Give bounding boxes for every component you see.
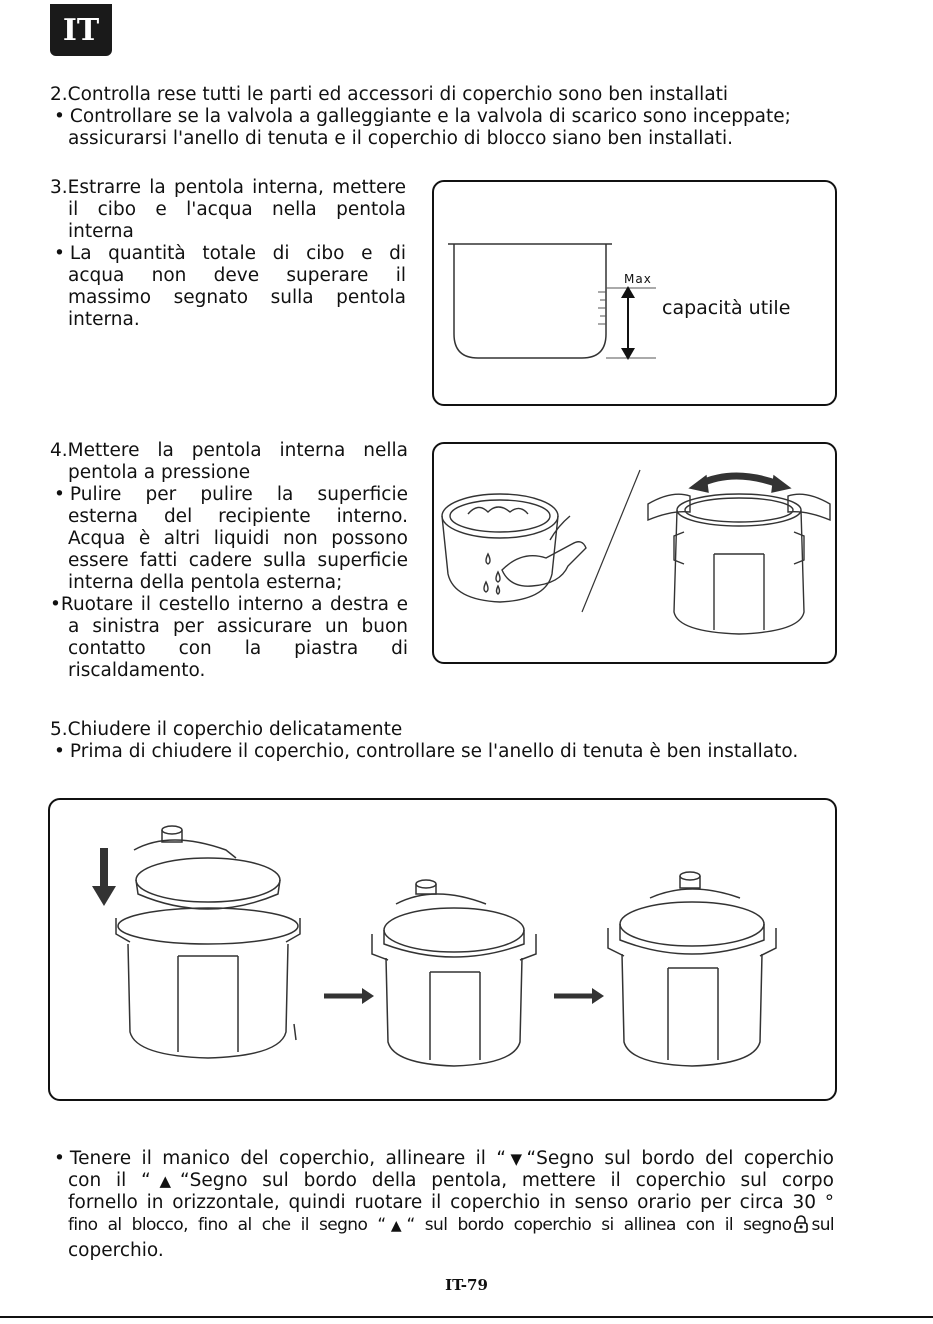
section-4-bullet-2-line: contatto con la piastra di — [68, 638, 408, 659]
inner-pot-capacity-figure — [432, 180, 837, 406]
section-4-bullet-2-line: riscaldamento. — [68, 660, 206, 681]
section-4-line: 4.Mettere la pentola interna nella — [50, 440, 408, 461]
section-5 — [50, 719, 870, 763]
section-6-line-4: fino al blocco, fino al che il segno “▲“ sul bordo coperchio si allinea con il segno sul — [50, 1214, 834, 1240]
cooker-lid-placed — [372, 880, 536, 1066]
section-3-bullet-line: • La quantità totale di cibo e di — [50, 243, 406, 265]
section-6-line-3: fornello in orizzontale, quindi ruotare il coperchio in senso orario per circa 30 ° — [68, 1192, 834, 1213]
section-4 — [50, 440, 408, 682]
lock-icon — [791, 1214, 811, 1240]
wiping-pot-drawing — [442, 494, 586, 602]
section-4-bullet-1-line: esterna del recipiente interno. — [68, 506, 408, 527]
section-4-bullet-1-line: interna della pentola esterna; — [68, 572, 343, 593]
section-4-bullet-2-line: a sinistra per assicurare un buon — [68, 616, 408, 637]
section-6 — [50, 1148, 834, 1262]
section-3-bullet-line: acqua non deve superare il — [68, 265, 406, 286]
section-2-bullet-cont: assicurarsi l'anello di tenuta e il coperchio di blocco siano ben installati. — [68, 128, 734, 149]
section-6-line-2: con il “▲“Segno sul bordo della pentola, mettere il coperchio sul corpo — [68, 1170, 834, 1191]
section-6-line-5: coperchio. — [68, 1240, 164, 1261]
up-triangle-icon: ▲ — [150, 1172, 181, 1190]
section-2-title: 2.Controlla rese tutti le parti ed accessori di coperchio sono ben installati — [50, 84, 729, 105]
close-lid-sequence-illustration — [50, 800, 835, 1099]
section-3-line: il cibo e l'acqua nella pentola — [68, 199, 406, 220]
section-6-line-1: • Tenere il manico del coperchio, allineare il “▼“Segno sul bordo del coperchio — [50, 1148, 834, 1170]
section-4-bullet-1-line: • Pulire per pulire la superficie — [50, 484, 408, 506]
section-4-line: pentola a pressione — [68, 462, 251, 483]
section-4-bullet-1-line: essere fatti cadere sulla superficie — [68, 550, 408, 571]
cooker-lid-lowering — [116, 826, 300, 1058]
page-number: IT-79 — [445, 1276, 488, 1294]
close-lid-sequence-figure — [48, 798, 837, 1101]
language-code: IT — [62, 12, 100, 48]
rotating-pot-drawing — [648, 476, 830, 634]
inner-pot-illustration — [434, 182, 835, 404]
section-4-bullet-2-line: •Ruotare il cestello interno a destra e — [50, 594, 408, 615]
max-label: Max — [624, 272, 652, 286]
section-3-line: interna — [68, 221, 134, 242]
capacity-label: capacità utile — [662, 297, 791, 319]
section-2-bullet: • Controllare se la valvola a galleggiante e la valvola di scarico sono inceppate; — [50, 106, 850, 128]
section-5-bullet: • Prima di chiudere il coperchio, controllare se l'anello di tenuta è ben installato. — [50, 741, 870, 763]
insert-inner-pot-illustration — [434, 444, 835, 662]
section-5-title: 5.Chiudere il coperchio delicatamente — [50, 719, 403, 740]
down-triangle-icon: ▼ — [505, 1150, 527, 1168]
section-3-bullet-line: interna. — [68, 309, 140, 330]
up-triangle-icon: ▲ — [385, 1218, 407, 1234]
section-2 — [50, 84, 850, 150]
bottom-divider — [0, 1316, 933, 1318]
cooker-lid-locked — [608, 872, 776, 1066]
insert-inner-pot-figure — [432, 442, 837, 664]
section-3-line: 3.Estrarre la pentola interna, mettere — [50, 177, 406, 198]
section-3-bullet-line: massimo segnato sulla pentola — [68, 287, 406, 308]
language-badge — [50, 4, 112, 56]
section-3 — [50, 177, 406, 331]
section-4-bullet-1-line: Acqua è altri liquidi non possono — [68, 528, 408, 549]
